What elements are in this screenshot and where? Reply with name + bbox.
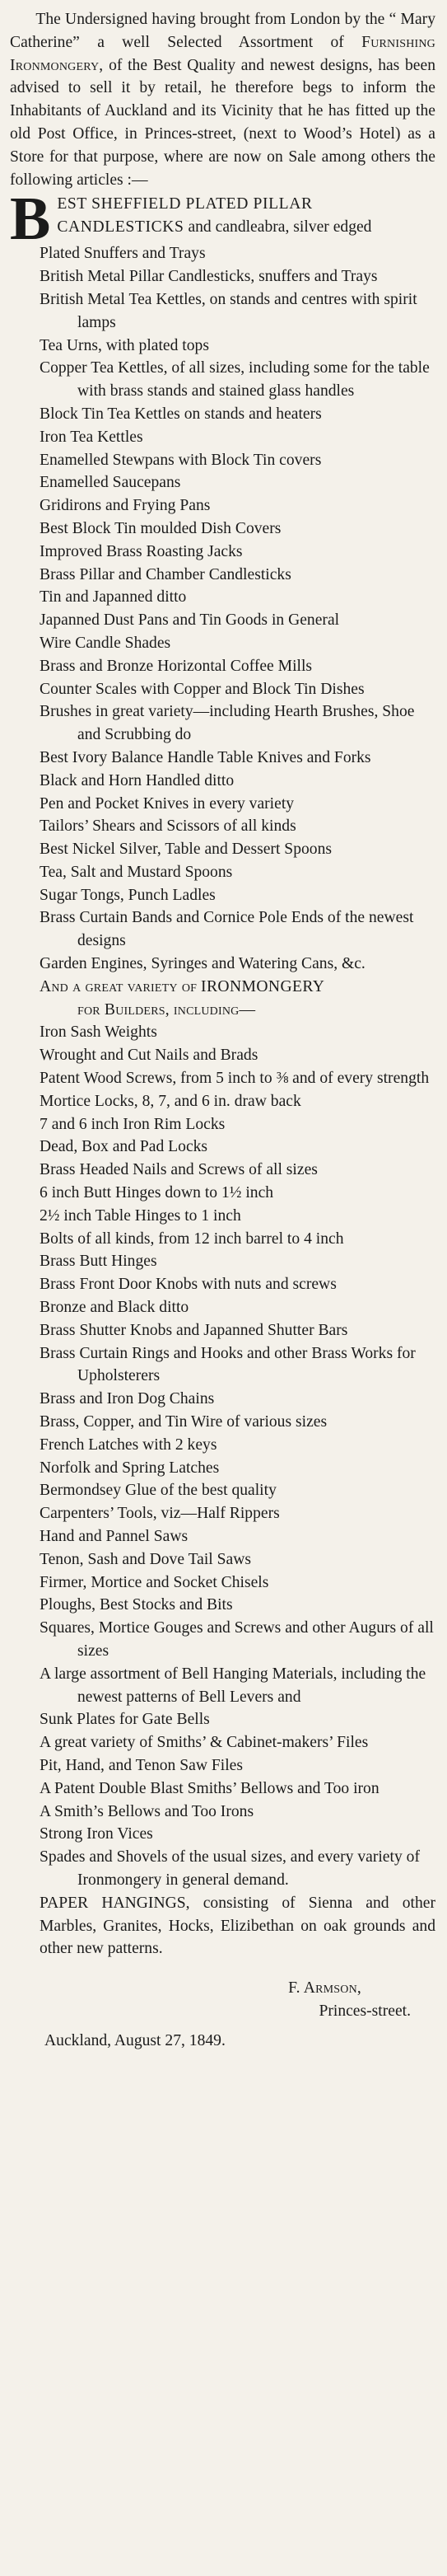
list-item: Brass, Copper, and Tin Wire of various sizes (40, 1413, 328, 1431)
list-item: Strong Iron Vices (40, 1825, 153, 1843)
list-item: A Smith’s Bellows and Too Irons (40, 1802, 254, 1820)
paper-rest: consisting of Sienna and other Marbles, Granites, Hocks, Elizibethan on oak grounds and other new patterns. (40, 1894, 435, 1958)
list-item: Sunk Plates for Gate Bells (40, 1711, 210, 1729)
lead-text (10, 193, 435, 239)
list-item: Sugar Tongs, Punch Ladles (40, 886, 216, 904)
list-item: Carpenters’ Tools, viz—Half Rippers (40, 1505, 280, 1523)
list-item: Firmer, Mortice and Socket Chisels (40, 1573, 269, 1591)
list-item: Pen and Pocket Knives in every variety (40, 794, 295, 813)
signature (10, 1977, 435, 2023)
list-item: Tailors’ Shears and Scissors of all kinds (40, 817, 296, 836)
list-item: Enamelled Stewpans with Block Tin covers (40, 451, 322, 469)
list-item: Ploughs, Best Stocks and Bits (40, 1596, 233, 1614)
list-item: Black and Horn Handled ditto (40, 771, 235, 789)
lead-caps: EST SHEFFIELD PLATED PILLAR CANDLESTICKS (57, 195, 313, 237)
intro-paragraph (10, 8, 435, 191)
list-item: Brass Curtain Bands and Cornice Pole Ends of the newest designs (40, 909, 414, 950)
list-item: Brass Curtain Rings and Hooks and other Brass Works for Upholsterers (40, 1344, 416, 1385)
list-item: Block Tin Tea Kettles on stands and heaters (40, 405, 322, 423)
list-item: Squares, Mortice Gouges and Screws and other Augurs of all sizes (40, 1619, 434, 1660)
list-item: Spades and Shovels of the usual sizes, and every variety of Ironmongery in general demand. (40, 1848, 420, 1889)
list-item: Wire Candle Shades (40, 634, 171, 652)
list-item: Bermondsey Glue of the best quality (40, 1482, 277, 1500)
list-item: Copper Tea Kettles, of all sizes, including some for the table with brass stands and stained glass handles (40, 359, 430, 400)
signature-name: F. Armson, (288, 1979, 361, 1998)
list-item: Best Ivory Balance Handle Table Knives and Forks (40, 748, 371, 766)
drop-cap: B (10, 185, 51, 254)
list-item: Bronze and Black ditto (40, 1299, 189, 1317)
intro-smallcaps: Furnishing Ironmongery, (10, 33, 435, 74)
intro-before-name: The Undersigned having brought from London by the (35, 11, 385, 28)
list-item: British Metal Tea Kettles, on stands and centres with spirit lamps (40, 290, 417, 331)
list-item: Brass Headed Nails and Screws of all sizes (40, 1161, 318, 1179)
list-item: Bolts of all kinds, from 12 inch barrel to 4 inch (40, 1229, 344, 1248)
signature-place: Princes-street. (319, 2002, 411, 2020)
ironmongery-prefix: And a great variety of (40, 977, 198, 995)
list-item: Brass Pillar and Chamber Candlesticks (40, 565, 291, 583)
list-item: Dead, Box and Pad Locks (40, 1138, 208, 1156)
list-item: 6 inch Butt Hinges down to 1½ inch (40, 1184, 274, 1202)
lead-rest: and candleabra, silver edged (188, 218, 372, 237)
ironmongery-sub: for Builders, including— (77, 1000, 256, 1019)
list-item: Tenon, Sash and Dove Tail Saws (40, 1550, 252, 1568)
list-item: Wrought and Cut Nails and Brads (40, 1047, 258, 1065)
list-item: A great variety of Smiths’ & Cabinet-makers’ Files (40, 1734, 369, 1752)
list-item: Improved Brass Roasting Jacks (40, 542, 243, 560)
list-item: Brass and Iron Dog Chains (40, 1390, 215, 1408)
paper-hangings (10, 1892, 435, 1960)
list-item: Brushes in great variety—including Hearth Brushes, Shoe and Scrubbing do (40, 703, 415, 744)
list-item: Best Nickel Silver, Table and Dessert Spoons (40, 841, 333, 859)
list-item: Mortice Locks, 8, 7, and 6 in. draw back (40, 1092, 301, 1110)
list-item: Hand and Pannel Saws (40, 1528, 189, 1545)
ship-name: “ Mary Catherine” (10, 11, 435, 51)
intro-after: of the Best Quality and newest designs, has been advised to sell it by retail, he therefore begs to inform the Inhabitants of Auckland and its Vicinity that he has fitted up the old Post Office, in Princes-street, (next to Wood’s Hotel) as a Store for that purpose, where are now on Sale among others the following articles :— (10, 56, 435, 189)
ironmongery-caps: IRONMONGERY (201, 977, 325, 995)
list-item: Tea, Salt and Mustard Spoons (40, 863, 233, 881)
list-item: Patent Wood Screws, from 5 inch to ⅜ and of every strength (40, 1070, 430, 1088)
list-item: Brass Butt Hinges (40, 1253, 157, 1271)
list-item: Japanned Dust Pans and Tin Goods in General (40, 611, 340, 630)
list-item: British Metal Pillar Candlesticks, snuffers and Trays (40, 268, 378, 286)
list-item: Counter Scales with Copper and Block Tin Dishes (40, 680, 365, 698)
list-item: Garden Engines, Syringes and Watering Cans, &c. (40, 955, 366, 973)
dateline: Auckland, August 27, 1849. (44, 2031, 226, 2049)
list-item: Brass and Bronze Horizontal Coffee Mills (40, 657, 313, 675)
paper-caps: PAPER HANGINGS, (40, 1894, 190, 1912)
list-item: Plated Snuffers and Trays (40, 245, 206, 263)
list-item: Best Block Tin moulded Dish Covers (40, 519, 282, 537)
list-item: 7 and 6 inch Iron Rim Locks (40, 1115, 226, 1133)
list-item: French Latches with 2 keys (40, 1436, 217, 1454)
list-item: Brass Shutter Knobs and Japanned Shutter Bars (40, 1321, 348, 1339)
list-item: 2½ inch Table Hinges to 1 inch (40, 1206, 241, 1225)
list-item: Brass Front Door Knobs with nuts and screws (40, 1276, 337, 1294)
list-item: A Patent Double Blast Smiths’ Bellows and Too iron (40, 1779, 379, 1797)
list-item: Tin and Japanned ditto (40, 588, 187, 607)
list-item: Norfolk and Spring Latches (40, 1459, 220, 1477)
item-list-builders (10, 1021, 435, 1891)
list-item: Iron Tea Kettles (40, 428, 143, 446)
item-list-furnishing (10, 242, 435, 976)
ironmongery-heading (10, 976, 435, 1022)
intro-mid: a well Selected Assortment of (97, 33, 344, 51)
list-item: Iron Sash Weights (40, 1023, 157, 1042)
list-item: Pit, Hand, and Tenon Saw Files (40, 1756, 243, 1774)
list-item: Gridirons and Frying Pans (40, 497, 211, 515)
list-item: Enamelled Saucepans (40, 474, 181, 492)
list-item: A large assortment of Bell Hanging Materials, including the newest patterns of Bell Levers and (40, 1665, 426, 1706)
list-item: Tea Urns, with plated tops (40, 336, 209, 354)
